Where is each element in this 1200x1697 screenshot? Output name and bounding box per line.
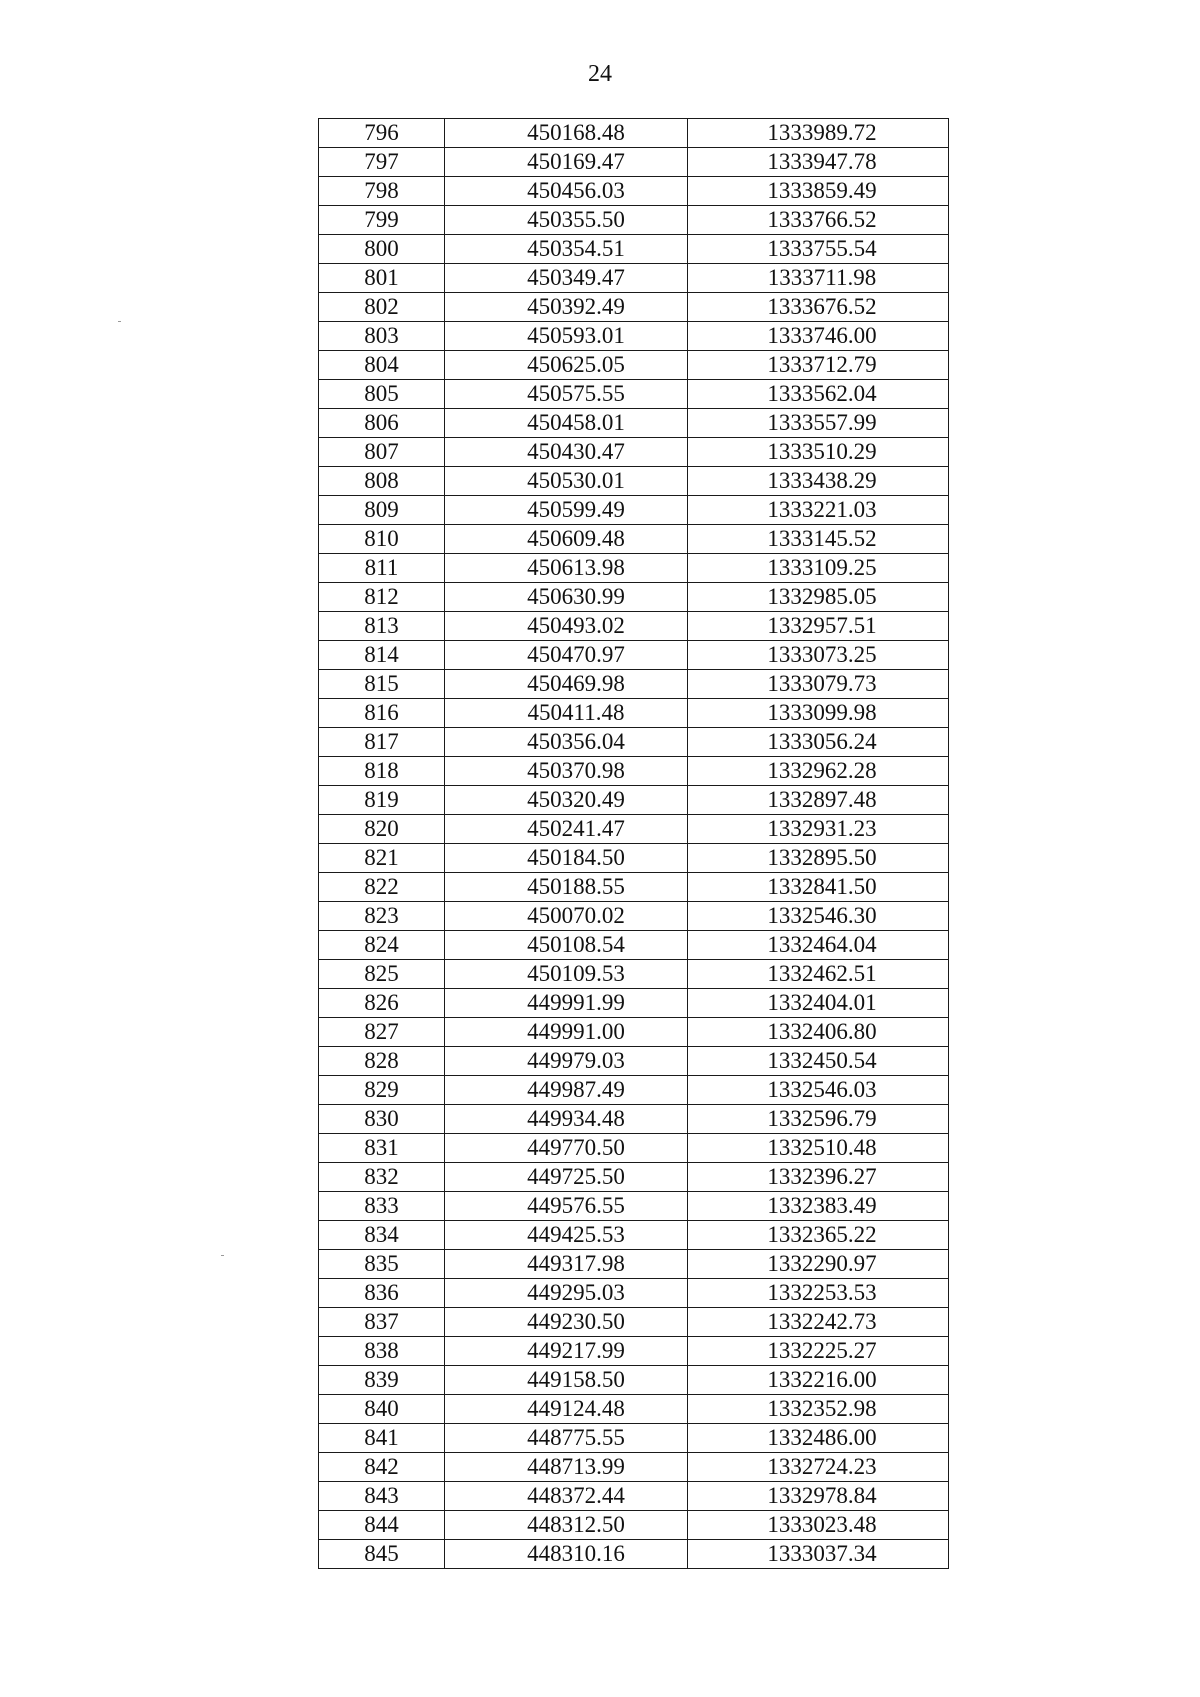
table-row xyxy=(319,728,949,757)
y-coordinate-cell: 1332396.27 xyxy=(688,1163,949,1192)
table-row xyxy=(319,757,949,786)
y-coordinate-cell: 1333037.34 xyxy=(688,1540,949,1569)
x-coordinate-cell: 450108.54 xyxy=(445,931,688,960)
y-coordinate-cell: 1333711.98 xyxy=(688,264,949,293)
table-row xyxy=(319,960,949,989)
table-row xyxy=(319,554,949,583)
x-coordinate-cell: 449576.55 xyxy=(445,1192,688,1221)
table-row xyxy=(319,989,949,1018)
x-coordinate-cell: 450370.98 xyxy=(445,757,688,786)
coordinates-table-body xyxy=(319,119,949,1569)
y-coordinate-cell: 1333859.49 xyxy=(688,177,949,206)
y-coordinate-cell: 1333755.54 xyxy=(688,235,949,264)
x-coordinate-cell: 449770.50 xyxy=(445,1134,688,1163)
x-coordinate-cell: 449217.99 xyxy=(445,1337,688,1366)
point-number-cell: 836 xyxy=(319,1279,445,1308)
y-coordinate-cell: 1333145.52 xyxy=(688,525,949,554)
table-row xyxy=(319,902,949,931)
table-row xyxy=(319,293,949,322)
table-row xyxy=(319,844,949,873)
table-row xyxy=(319,1105,949,1134)
x-coordinate-cell: 449979.03 xyxy=(445,1047,688,1076)
x-coordinate-cell: 450070.02 xyxy=(445,902,688,931)
x-coordinate-cell: 450169.47 xyxy=(445,148,688,177)
x-coordinate-cell: 450430.47 xyxy=(445,438,688,467)
table-row xyxy=(319,525,949,554)
point-number-cell: 807 xyxy=(319,438,445,467)
x-coordinate-cell: 449425.53 xyxy=(445,1221,688,1250)
y-coordinate-cell: 1332962.28 xyxy=(688,757,949,786)
y-coordinate-cell: 1332724.23 xyxy=(688,1453,949,1482)
point-number-cell: 820 xyxy=(319,815,445,844)
point-number-cell: 828 xyxy=(319,1047,445,1076)
point-number-cell: 821 xyxy=(319,844,445,873)
table-row xyxy=(319,1018,949,1047)
y-coordinate-cell: 1333947.78 xyxy=(688,148,949,177)
table-row xyxy=(319,1453,949,1482)
x-coordinate-cell: 450609.48 xyxy=(445,525,688,554)
y-coordinate-cell: 1332895.50 xyxy=(688,844,949,873)
x-coordinate-cell: 450458.01 xyxy=(445,409,688,438)
y-coordinate-cell: 1332216.00 xyxy=(688,1366,949,1395)
table-row xyxy=(319,873,949,902)
x-coordinate-cell: 450356.04 xyxy=(445,728,688,757)
x-coordinate-cell: 450599.49 xyxy=(445,496,688,525)
y-coordinate-cell: 1332931.23 xyxy=(688,815,949,844)
point-number-cell: 822 xyxy=(319,873,445,902)
x-coordinate-cell: 448775.55 xyxy=(445,1424,688,1453)
table-row xyxy=(319,1337,949,1366)
table-row xyxy=(319,583,949,612)
x-coordinate-cell: 449991.00 xyxy=(445,1018,688,1047)
y-coordinate-cell: 1332406.80 xyxy=(688,1018,949,1047)
y-coordinate-cell: 1332596.79 xyxy=(688,1105,949,1134)
x-coordinate-cell: 449230.50 xyxy=(445,1308,688,1337)
point-number-cell: 829 xyxy=(319,1076,445,1105)
x-coordinate-cell: 450469.98 xyxy=(445,670,688,699)
x-coordinate-cell: 450168.48 xyxy=(445,119,688,148)
y-coordinate-cell: 1332352.98 xyxy=(688,1395,949,1424)
table-row xyxy=(319,1395,949,1424)
y-coordinate-cell: 1332462.51 xyxy=(688,960,949,989)
point-number-cell: 803 xyxy=(319,322,445,351)
y-coordinate-cell: 1333712.79 xyxy=(688,351,949,380)
point-number-cell: 841 xyxy=(319,1424,445,1453)
table-row xyxy=(319,1047,949,1076)
table-row xyxy=(319,119,949,148)
x-coordinate-cell: 450630.99 xyxy=(445,583,688,612)
table-row xyxy=(319,612,949,641)
y-coordinate-cell: 1333746.00 xyxy=(688,322,949,351)
point-number-cell: 827 xyxy=(319,1018,445,1047)
table-row xyxy=(319,1279,949,1308)
y-coordinate-cell: 1333562.04 xyxy=(688,380,949,409)
table-row xyxy=(319,1366,949,1395)
table-row xyxy=(319,264,949,293)
table-row xyxy=(319,931,949,960)
x-coordinate-cell: 450392.49 xyxy=(445,293,688,322)
y-coordinate-cell: 1332464.04 xyxy=(688,931,949,960)
x-coordinate-cell: 450349.47 xyxy=(445,264,688,293)
x-coordinate-cell: 450470.97 xyxy=(445,641,688,670)
x-coordinate-cell: 450354.51 xyxy=(445,235,688,264)
y-coordinate-cell: 1332383.49 xyxy=(688,1192,949,1221)
point-number-cell: 799 xyxy=(319,206,445,235)
y-coordinate-cell: 1333989.72 xyxy=(688,119,949,148)
y-coordinate-cell: 1332510.48 xyxy=(688,1134,949,1163)
x-coordinate-cell: 450184.50 xyxy=(445,844,688,873)
point-number-cell: 838 xyxy=(319,1337,445,1366)
x-coordinate-cell: 450109.53 xyxy=(445,960,688,989)
table-row xyxy=(319,1250,949,1279)
y-coordinate-cell: 1332242.73 xyxy=(688,1308,949,1337)
y-coordinate-cell: 1333221.03 xyxy=(688,496,949,525)
point-number-cell: 837 xyxy=(319,1308,445,1337)
x-coordinate-cell: 449934.48 xyxy=(445,1105,688,1134)
table-row xyxy=(319,322,949,351)
y-coordinate-cell: 1332404.01 xyxy=(688,989,949,1018)
table-row xyxy=(319,1540,949,1569)
table-row xyxy=(319,1163,949,1192)
point-number-cell: 806 xyxy=(319,409,445,438)
y-coordinate-cell: 1333676.52 xyxy=(688,293,949,322)
point-number-cell: 813 xyxy=(319,612,445,641)
table-row xyxy=(319,1134,949,1163)
x-coordinate-cell: 450320.49 xyxy=(445,786,688,815)
y-coordinate-cell: 1332225.27 xyxy=(688,1337,949,1366)
table-row xyxy=(319,177,949,206)
y-coordinate-cell: 1332253.53 xyxy=(688,1279,949,1308)
point-number-cell: 801 xyxy=(319,264,445,293)
y-coordinate-cell: 1332897.48 xyxy=(688,786,949,815)
point-number-cell: 817 xyxy=(319,728,445,757)
point-number-cell: 815 xyxy=(319,670,445,699)
y-coordinate-cell: 1333079.73 xyxy=(688,670,949,699)
x-coordinate-cell: 450593.01 xyxy=(445,322,688,351)
table-row xyxy=(319,206,949,235)
y-coordinate-cell: 1332546.03 xyxy=(688,1076,949,1105)
y-coordinate-cell: 1332290.97 xyxy=(688,1250,949,1279)
y-coordinate-cell: 1332978.84 xyxy=(688,1482,949,1511)
point-number-cell: 840 xyxy=(319,1395,445,1424)
x-coordinate-cell: 448312.50 xyxy=(445,1511,688,1540)
y-coordinate-cell: 1332365.22 xyxy=(688,1221,949,1250)
table-row xyxy=(319,438,949,467)
table-row xyxy=(319,148,949,177)
table-row xyxy=(319,235,949,264)
x-coordinate-cell: 450613.98 xyxy=(445,554,688,583)
table-row xyxy=(319,786,949,815)
point-number-cell: 835 xyxy=(319,1250,445,1279)
point-number-cell: 842 xyxy=(319,1453,445,1482)
x-coordinate-cell: 449317.98 xyxy=(445,1250,688,1279)
point-number-cell: 839 xyxy=(319,1366,445,1395)
x-coordinate-cell: 448713.99 xyxy=(445,1453,688,1482)
page-number: 24 xyxy=(588,61,612,87)
point-number-cell: 843 xyxy=(319,1482,445,1511)
table-row xyxy=(319,670,949,699)
x-coordinate-cell: 450188.55 xyxy=(445,873,688,902)
point-number-cell: 830 xyxy=(319,1105,445,1134)
scan-speck xyxy=(118,321,121,322)
y-coordinate-cell: 1333099.98 xyxy=(688,699,949,728)
y-coordinate-cell: 1333438.29 xyxy=(688,467,949,496)
point-number-cell: 845 xyxy=(319,1540,445,1569)
table-row xyxy=(319,380,949,409)
x-coordinate-cell: 448372.44 xyxy=(445,1482,688,1511)
x-coordinate-cell: 449295.03 xyxy=(445,1279,688,1308)
table-row xyxy=(319,1221,949,1250)
point-number-cell: 832 xyxy=(319,1163,445,1192)
point-number-cell: 808 xyxy=(319,467,445,496)
x-coordinate-cell: 450575.55 xyxy=(445,380,688,409)
y-coordinate-cell: 1333023.48 xyxy=(688,1511,949,1540)
point-number-cell: 819 xyxy=(319,786,445,815)
x-coordinate-cell: 450493.02 xyxy=(445,612,688,641)
point-number-cell: 805 xyxy=(319,380,445,409)
point-number-cell: 814 xyxy=(319,641,445,670)
y-coordinate-cell: 1333056.24 xyxy=(688,728,949,757)
point-number-cell: 812 xyxy=(319,583,445,612)
x-coordinate-cell: 449991.99 xyxy=(445,989,688,1018)
x-coordinate-cell: 449987.49 xyxy=(445,1076,688,1105)
table-row xyxy=(319,815,949,844)
table-row xyxy=(319,1511,949,1540)
table-row xyxy=(319,1192,949,1221)
point-number-cell: 810 xyxy=(319,525,445,554)
point-number-cell: 796 xyxy=(319,119,445,148)
x-coordinate-cell: 449124.48 xyxy=(445,1395,688,1424)
point-number-cell: 826 xyxy=(319,989,445,1018)
point-number-cell: 823 xyxy=(319,902,445,931)
y-coordinate-cell: 1332985.05 xyxy=(688,583,949,612)
point-number-cell: 804 xyxy=(319,351,445,380)
table-row xyxy=(319,1076,949,1105)
y-coordinate-cell: 1333766.52 xyxy=(688,206,949,235)
table-row xyxy=(319,1424,949,1453)
y-coordinate-cell: 1332957.51 xyxy=(688,612,949,641)
point-number-cell: 816 xyxy=(319,699,445,728)
coordinates-table xyxy=(318,118,949,1569)
point-number-cell: 825 xyxy=(319,960,445,989)
table-row xyxy=(319,496,949,525)
table-row xyxy=(319,1482,949,1511)
y-coordinate-cell: 1333109.25 xyxy=(688,554,949,583)
x-coordinate-cell: 450241.47 xyxy=(445,815,688,844)
x-coordinate-cell: 449158.50 xyxy=(445,1366,688,1395)
x-coordinate-cell: 448310.16 xyxy=(445,1540,688,1569)
point-number-cell: 800 xyxy=(319,235,445,264)
table-row xyxy=(319,1308,949,1337)
table-row xyxy=(319,467,949,496)
y-coordinate-cell: 1332841.50 xyxy=(688,873,949,902)
point-number-cell: 844 xyxy=(319,1511,445,1540)
x-coordinate-cell: 449725.50 xyxy=(445,1163,688,1192)
x-coordinate-cell: 450530.01 xyxy=(445,467,688,496)
x-coordinate-cell: 450355.50 xyxy=(445,206,688,235)
point-number-cell: 811 xyxy=(319,554,445,583)
x-coordinate-cell: 450456.03 xyxy=(445,177,688,206)
table-row xyxy=(319,409,949,438)
y-coordinate-cell: 1333073.25 xyxy=(688,641,949,670)
table-row xyxy=(319,641,949,670)
point-number-cell: 831 xyxy=(319,1134,445,1163)
point-number-cell: 802 xyxy=(319,293,445,322)
point-number-cell: 798 xyxy=(319,177,445,206)
y-coordinate-cell: 1332546.30 xyxy=(688,902,949,931)
scan-speck xyxy=(221,1255,224,1256)
x-coordinate-cell: 450625.05 xyxy=(445,351,688,380)
point-number-cell: 809 xyxy=(319,496,445,525)
point-number-cell: 833 xyxy=(319,1192,445,1221)
point-number-cell: 824 xyxy=(319,931,445,960)
x-coordinate-cell: 450411.48 xyxy=(445,699,688,728)
y-coordinate-cell: 1333557.99 xyxy=(688,409,949,438)
point-number-cell: 834 xyxy=(319,1221,445,1250)
table-row xyxy=(319,351,949,380)
y-coordinate-cell: 1332486.00 xyxy=(688,1424,949,1453)
y-coordinate-cell: 1332450.54 xyxy=(688,1047,949,1076)
point-number-cell: 818 xyxy=(319,757,445,786)
point-number-cell: 797 xyxy=(319,148,445,177)
table-row xyxy=(319,699,949,728)
y-coordinate-cell: 1333510.29 xyxy=(688,438,949,467)
